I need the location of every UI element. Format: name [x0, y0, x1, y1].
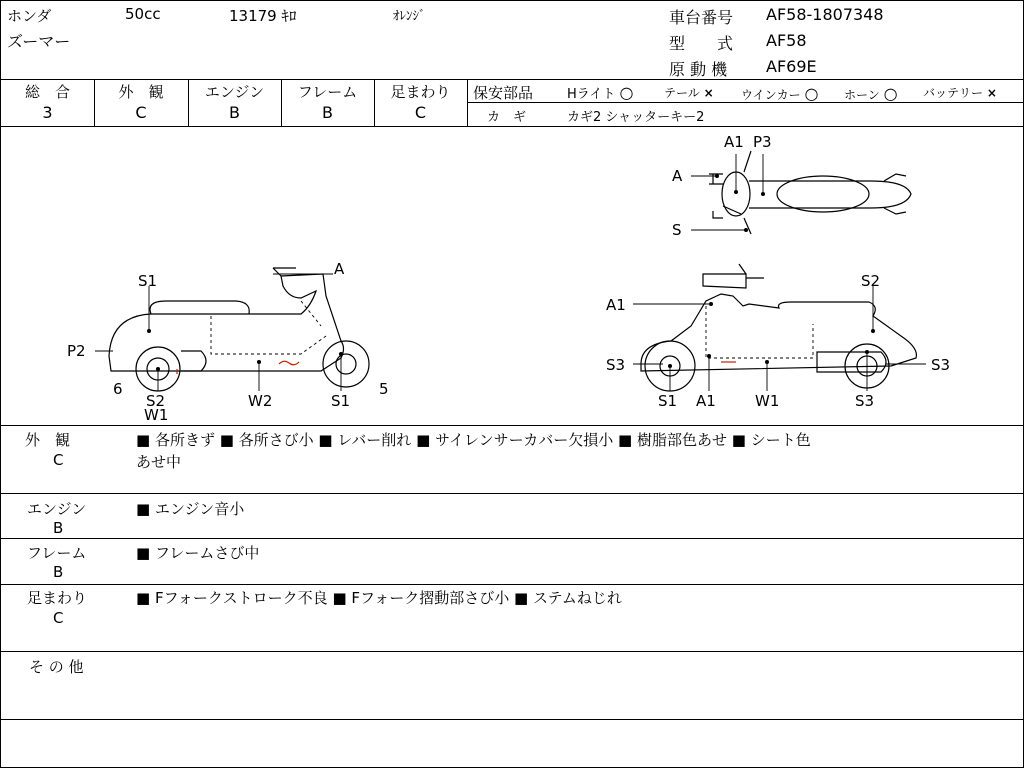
- label-right-w1: W1: [755, 392, 780, 410]
- frame-no: AF58-1807348: [766, 5, 884, 24]
- safety-battery: バッテリー ×: [923, 86, 997, 100]
- maker: ホンダ: [7, 7, 52, 25]
- engine-value: AF69E: [766, 57, 817, 76]
- score-frame-value: B: [322, 103, 333, 122]
- label-right-s3-right: S3: [931, 356, 951, 374]
- score-frame-label: フレーム: [297, 83, 358, 101]
- displacement: 50cc: [125, 5, 161, 23]
- left-leaders: [95, 274, 341, 391]
- remark-engine-title: エンジン: [27, 500, 87, 518]
- type-label: 型 式: [669, 34, 734, 53]
- safety-headlight: Hライト ○: [567, 83, 634, 102]
- mileage: 13179 ｷﾛ: [229, 7, 297, 25]
- label-left-s1-top: S1: [138, 272, 158, 290]
- remark-frame-grade: B: [53, 563, 64, 581]
- tail-mark: ×: [703, 86, 714, 100]
- model-name: ズーマー: [7, 32, 71, 51]
- label-right-s2: S2: [861, 272, 881, 290]
- remark-suspension-title: 足まわり: [27, 589, 88, 607]
- score-exterior-value: C: [135, 103, 147, 122]
- label-left-6: 6: [113, 380, 123, 398]
- label-top-s: S: [672, 221, 682, 239]
- remark-exterior-text2: あせ中: [136, 453, 182, 471]
- label-left-s1-bottom: S1: [331, 392, 351, 410]
- color: ｵﾚﾝｼﾞ: [393, 9, 426, 24]
- frame-no-label: 車台番号: [669, 8, 734, 27]
- safety-winker: ウインカー ○: [741, 84, 819, 103]
- key-label: カ ギ: [487, 110, 527, 125]
- label-top-a1: A1: [724, 133, 744, 151]
- remark-engine-text: ■ エンジン音小: [136, 500, 245, 518]
- safety-horn: ホーン ○: [844, 84, 898, 103]
- battery-mark: ×: [986, 86, 997, 100]
- label-left-a: A: [334, 260, 345, 278]
- remark-exterior-text: ■ 各所きず ■ 各所さび小 ■ レバー削れ ■ サイレンサーカバー欠損小 ■ 樹脂部色あせ ■ シート色: [136, 431, 811, 449]
- label-top-a: A: [672, 167, 683, 185]
- score-total-label: 総 合: [24, 83, 70, 101]
- remark-suspension-text: ■ Fフォークストローク不良 ■ Fフォーク摺動部さび小 ■ ステムねじれ: [136, 589, 622, 607]
- label-left-5: 5: [379, 380, 389, 398]
- label-left-w2: W2: [248, 392, 273, 410]
- label-right-a1-top: A1: [606, 296, 626, 314]
- label-left-w1: W1: [144, 406, 169, 424]
- score-engine-label: エンジン: [204, 83, 265, 101]
- remark-exterior-title: 外 観: [25, 431, 71, 449]
- damage-marks: [177, 361, 736, 374]
- safety-tail: テール ×: [664, 86, 714, 100]
- remark-exterior-grade: C: [53, 451, 64, 469]
- label-left-s2: S2: [146, 392, 166, 410]
- engine-label: 原 動 機: [669, 60, 728, 79]
- score-exterior-label: 外 観: [118, 83, 164, 101]
- top-leaders: [691, 154, 763, 230]
- key-value: カギ2 シャッターキー2: [567, 110, 705, 125]
- remark-suspension-grade: C: [53, 609, 64, 627]
- headlight-mark: ○: [619, 83, 634, 102]
- label-top-p3: P3: [753, 133, 772, 151]
- label-right-s1: S1: [658, 392, 678, 410]
- label-right-s3-bottom: S3: [855, 392, 875, 410]
- score-engine-value: B: [229, 103, 240, 122]
- label-right-a1-bottom: A1: [696, 392, 716, 410]
- divider: [1, 79, 1023, 80]
- label-left-p2: P2: [67, 342, 86, 360]
- remark-other-title: そ の 他: [29, 658, 84, 676]
- score-total-value: 3: [42, 103, 53, 122]
- score-suspension-value: C: [414, 103, 427, 122]
- label-right-s3-left: S3: [606, 356, 626, 374]
- top-view: [709, 151, 911, 234]
- horn-mark: ○: [883, 84, 898, 103]
- score-suspension-label: 足まわり: [390, 83, 451, 101]
- right-leaders: [633, 286, 926, 391]
- scooter-diagram: [1, 126, 1023, 426]
- winker-mark: ○: [804, 84, 819, 103]
- remark-engine-grade: B: [53, 519, 64, 537]
- safety-label: 保安部品: [473, 84, 534, 102]
- type-value: AF58: [766, 31, 807, 50]
- remark-frame-text: ■ フレームさび中: [136, 544, 260, 562]
- remark-frame-title: フレーム: [27, 544, 87, 562]
